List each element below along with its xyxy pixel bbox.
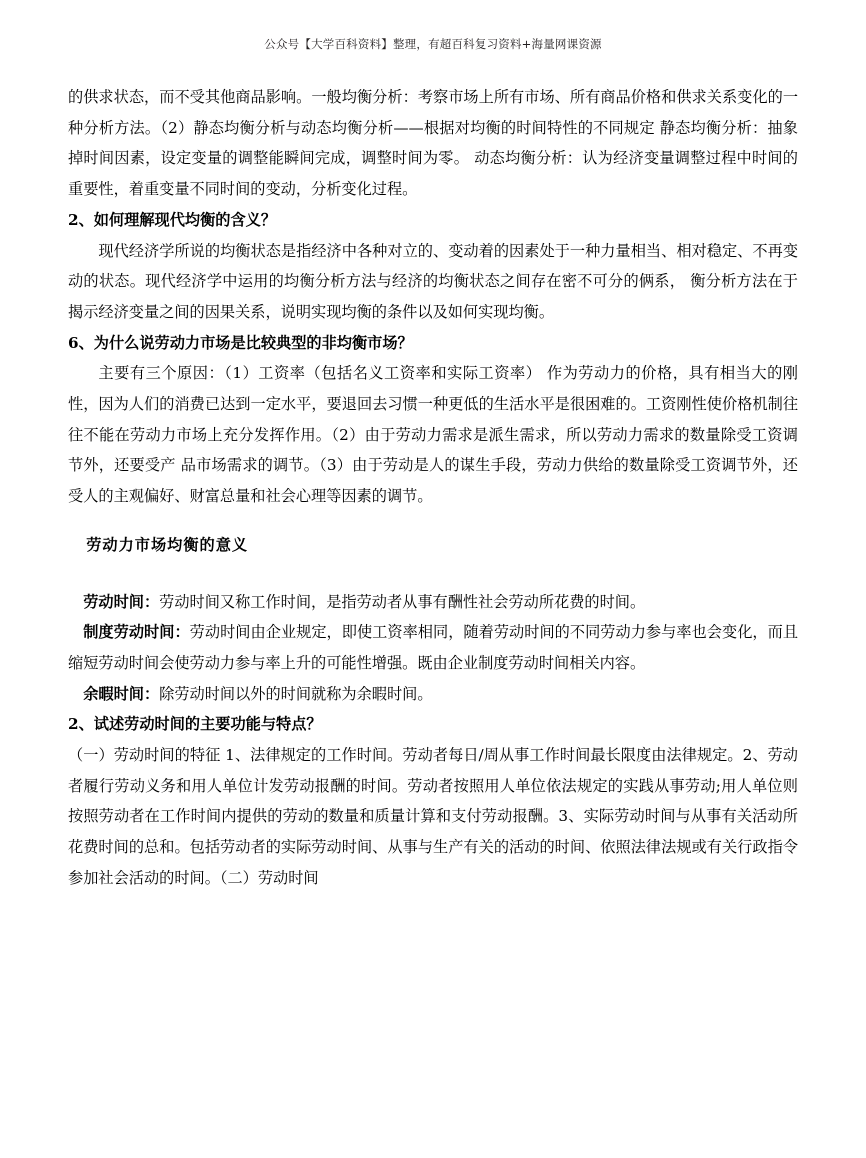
- question-heading-2b: 2、试述劳动时间的主要功能与特点？: [68, 715, 322, 734]
- definition-term-leisure-time: 余暇时间：: [83, 684, 160, 703]
- document-body: [68, 52, 798, 894]
- spacer: [68, 512, 798, 530]
- definition-labor-time: [68, 587, 798, 618]
- definition-institutional-labor-time: [68, 617, 798, 678]
- definition-text-leisure-time: 除劳动时间以外的时间就称为余暇时间。: [159, 684, 433, 703]
- paragraph-labor-time-features: （一）劳动时间的特征 1、法律规定的工作时间。劳动者每日/周从事工作时间最长限度由法律规定。2、劳动者履行劳动义务和用人单位计发劳动报酬的时间。劳动者按照用人单位依法规定的实践从事劳动;用人单位则按照劳动者在工作时间内提供的劳动的数量和质量计算和支付劳动报酬。3、实际劳动时间与从事有关活动所花费时间的总和。包括劳动者的实际劳动时间、从事与生产有关的活动的时间、依照法律法规或有关行政指令参加社会活动的时间。（二）劳动时间: [68, 746, 798, 887]
- definition-term-labor-time: 劳动时间：: [83, 592, 160, 611]
- definition-text-institutional-labor-time: 劳动时间由企业规定，即使工资率相同，随着劳动时间的不同劳动力参与率也会变化，而且缩短劳动时间会使劳动力参与率上升的可能性增强。既由企业制度劳动时间相关内容。: [68, 623, 799, 672]
- question-heading-6: 6、为什么说劳动力市场是比较典型的非均衡市场？: [68, 333, 413, 352]
- paragraph-continuation: 的供求状态，而不受其他商品影响。一般均衡分析：考察市场上所有市场、所有商品价格和供求关系变化的一种分析方法。（2）静态均衡分析与动态均衡分析——根据对均衡的时间特性的不同规定 静态均衡分析：抽象掉时间因素，设定变量的调整能瞬间完成，调整时间为零。 动态均衡分析：认为经济变量调整过程中时间的重要性，着重变量不同时间的变动，分析变化过程。: [68, 88, 798, 199]
- definition-text-labor-time: 劳动时间又称工作时间，是指劳动者从事有酬性社会劳动所花费的时间。: [159, 592, 646, 611]
- spacer: [68, 561, 798, 587]
- paragraph-three-reasons: 主要有三个原因：（1）工资率（包括名义工资率和实际工资率） 作为劳动力的价格，具有相当大的刚性，因为人们的消费已达到一定水平，要退回去习惯一种更低的生活水平是很困难的。工资刚性使价格机制往往不能在劳动力市场上充分发挥作用。（2）由于劳动力需求是派生需求，所以劳动力需求的数量除受工资调节外，还要受产 品市场需求的调节。（3）由于劳动是人的谋生手段，劳动力供给的数量除受工资调节外，还受人的主观偏好、财富总量和社会心理等因素的调节。: [68, 364, 798, 506]
- page-header-note: 公众号【大学百科资料】整理，有超百科复习资料+海量网课资源: [264, 37, 602, 51]
- paragraph-modern-equilibrium: 现代经济学所说的均衡状态是指经济中各种对立的、变动着的因素处于一种力量相当、相对稳定、不再变动的状态。现代经济学中运用的均衡分析方法与经济的均衡状态之间存在密不可分的俩系， 衡分析方法在于揭示经济变量之间的因果关系，说明实现均衡的条件以及如何实现均衡。: [68, 241, 798, 321]
- subheading-labor-market-equilibrium: 劳动力市场均衡的意义: [86, 535, 249, 554]
- question-heading-2: 2、如何理解现代均衡的含义？: [68, 210, 277, 229]
- definition-leisure-time: [68, 679, 798, 710]
- document-page: [0, 36, 866, 1158]
- definition-term-institutional-labor-time: 制度劳动时间：: [83, 623, 190, 642]
